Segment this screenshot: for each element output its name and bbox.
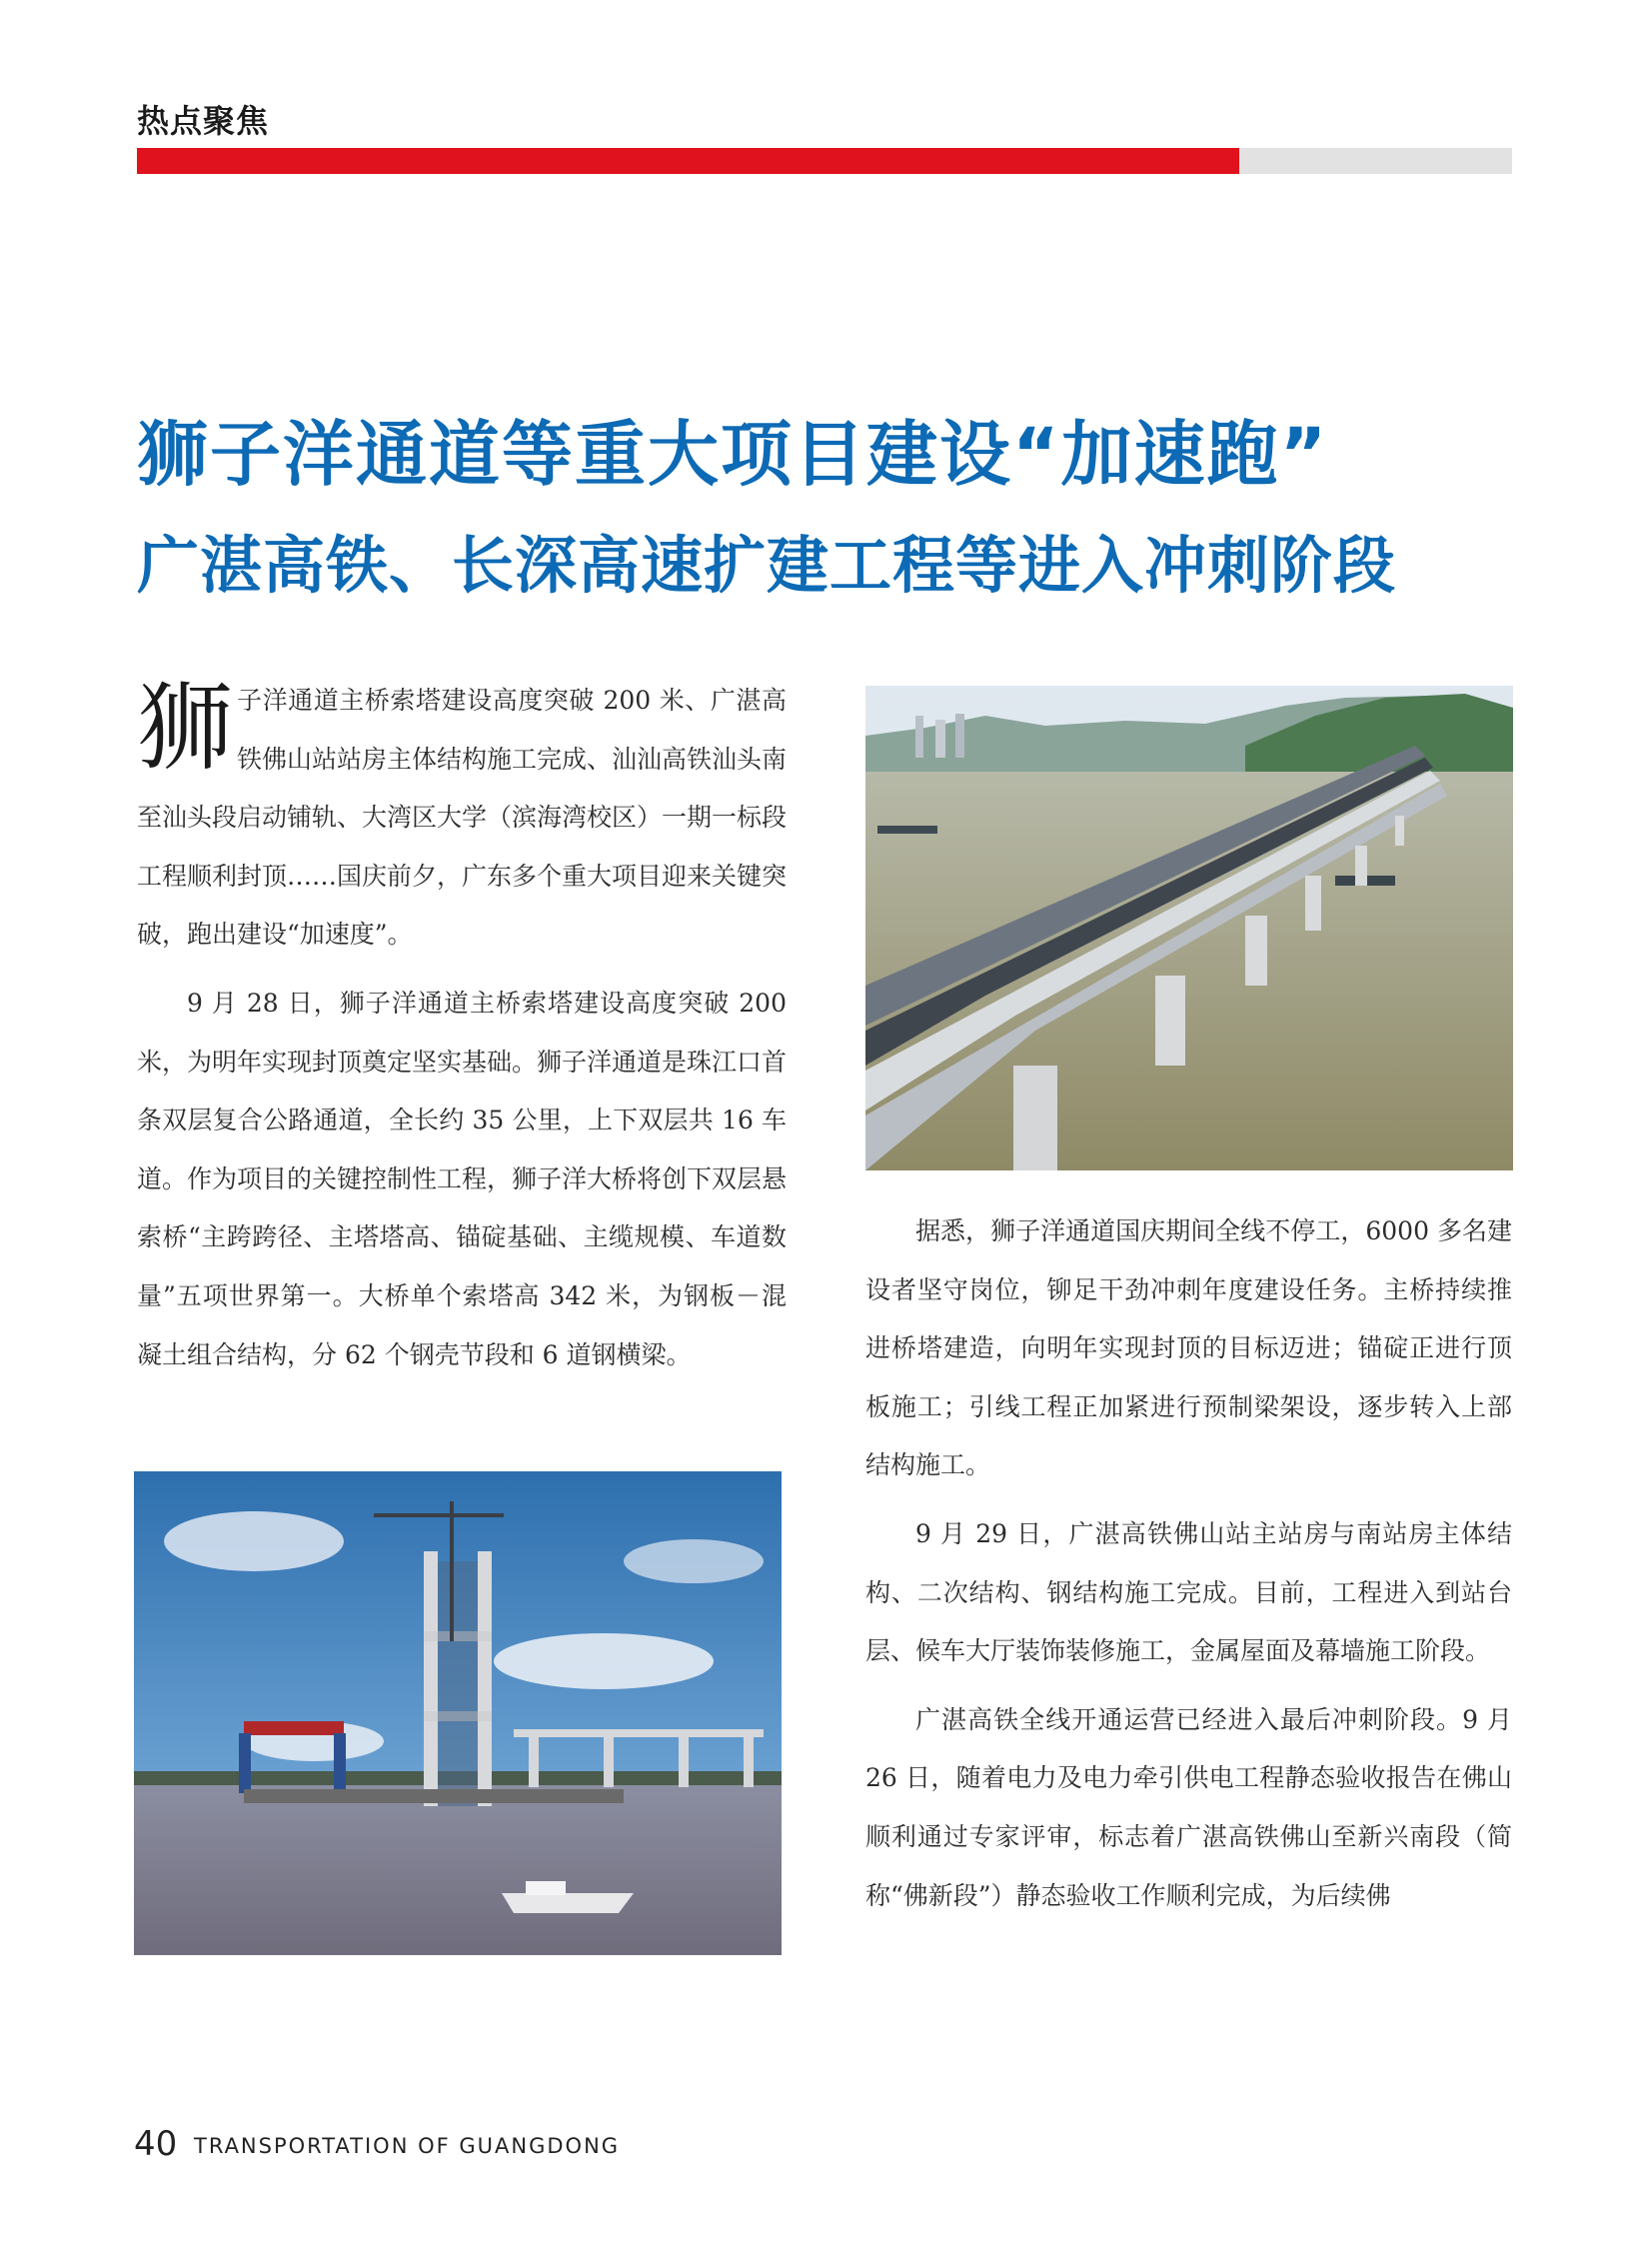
paragraph: 据悉，狮子洋通道国庆期间全线不停工，6000 多名建设者坚守岗位，铆足干劲冲刺年度建设任务。主桥持续推进桥塔建造，向明年实现封顶的目标迈进；锚碇正进行顶板施工；引线工程正加紧进行预制梁架设，逐步转入上部结构施工。 — [865, 1216, 1512, 1480]
magazine-name: TRANSPORTATION OF GUANGDONG — [194, 2134, 621, 2158]
paragraph: 9 月 28 日，狮子洋通道主桥索塔建设高度突破 200 米，为明年实现封顶奠定坚实基础。狮子洋通道是珠江口首条双层复合公路通道，全长约 35 公里，上下双层共 16 车道。作为项目的关键控制性工程，狮子洋大桥将创下双层悬索桥“主跨跨径、主塔塔高、锚碇基础、主缆规模、车道数量”五项世界第一。大桥单个索塔高 342 米，为钢板－混凝土组合结构，分 62 个钢壳节段和 6 道钢横梁。 — [137, 988, 788, 1369]
right-column — [865, 1202, 1512, 1935]
paragraph: 广湛高铁全线开通运营已经进入最后冲刺阶段。9 月 26 日，随着电力及电力牵引供电工程静态验收报告在佛山顺利通过专家评审，标志着广湛高铁佛山至新兴南段（简称“佛新段”）静态验收工作顺利完成，为后续佛 — [865, 1704, 1512, 1910]
bridge-photo — [865, 686, 1513, 1170]
header-rule-red — [137, 148, 1239, 174]
article-subtitle: 广湛高铁、长深高速扩建工程等进入冲刺阶段 — [137, 529, 1397, 602]
article-title: 狮子洋通道等重大项目建设“加速跑” — [137, 413, 1329, 496]
header-rule-grey — [1239, 148, 1512, 174]
pylon-photo — [134, 1471, 782, 1955]
paragraph-intro — [137, 672, 787, 965]
paragraph: 9 月 29 日，广湛高铁佛山站主站房与南站房主体结构、二次结构、钢结构施工完成。目前，工程进入到站台层、候车大厅装饰装修施工，金属屋面及幕墙施工阶段。 — [865, 1518, 1512, 1666]
intro-text: 子洋通道主桥索塔建设高度突破 200 米、广湛高铁佛山站站房主体结构施工完成、汕汕高铁汕头南至汕头段启动铺轨、大湾区大学（滨海湾校区）一期一标段工程顺利封顶……国庆前夕，广东多个重大项目迎来关键突破，跑出建设“加速度”。 — [137, 686, 788, 950]
page-number: 40 — [134, 2124, 178, 2164]
drop-cap: 狮 — [137, 672, 233, 784]
left-column — [137, 672, 787, 1394]
section-label: 热点聚焦 — [137, 102, 270, 140]
